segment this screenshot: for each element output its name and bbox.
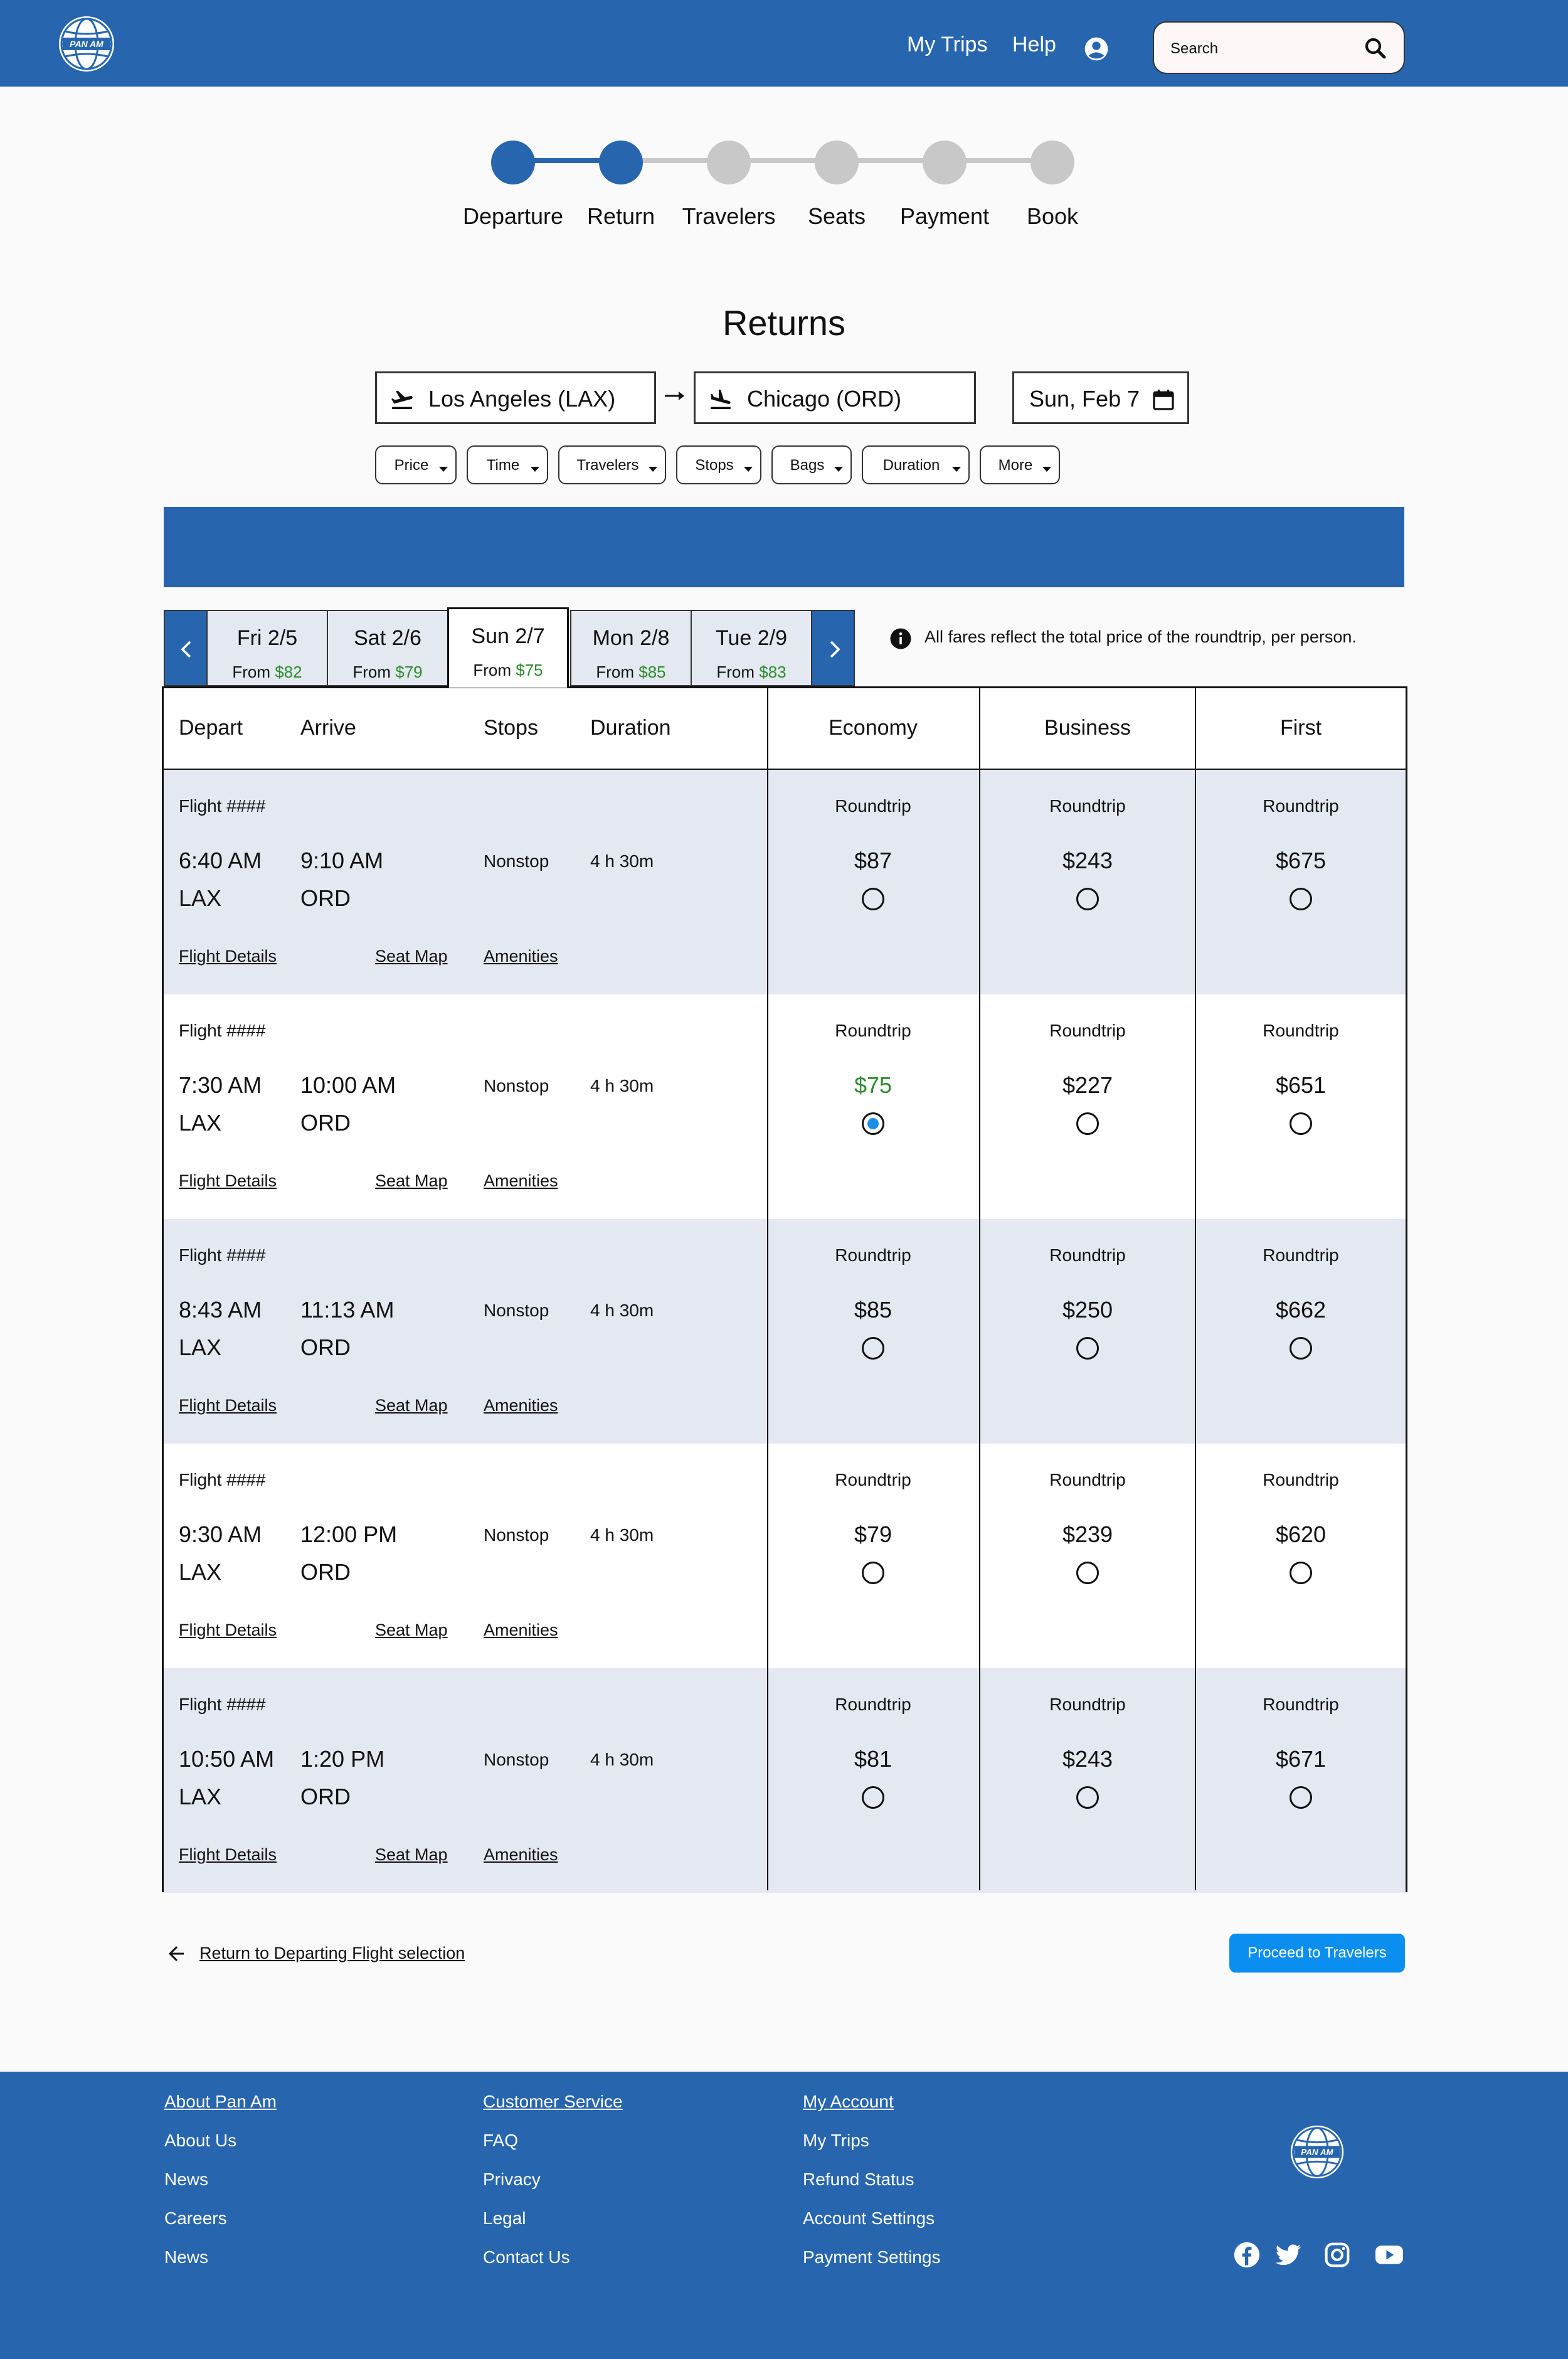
page-title: Returns xyxy=(722,303,846,343)
filter-label: Time xyxy=(486,457,520,474)
date-tab-from: From $79 xyxy=(352,663,423,681)
flight-number: Flight #### xyxy=(179,796,266,816)
flight-number: Flight #### xyxy=(179,1021,266,1040)
arrive-time: 9:10 AM xyxy=(300,848,384,873)
footer-link[interactable]: Legal xyxy=(483,2208,526,2228)
fare-type-label: Roundtrip xyxy=(835,1245,911,1265)
filter-more[interactable] xyxy=(980,445,1060,484)
fare-price: $243 xyxy=(1062,1746,1113,1772)
filter-label: Bags xyxy=(790,457,825,474)
duration-value: 4 h 30m xyxy=(590,1525,654,1545)
fare-radio[interactable] xyxy=(1076,1562,1099,1584)
date-tab-tue[interactable] xyxy=(691,610,812,686)
fare-cell-economy[interactable] xyxy=(767,770,979,994)
filter-duration[interactable] xyxy=(862,445,970,484)
step-dot-book xyxy=(1030,141,1074,184)
amenities-link[interactable]: Amenities xyxy=(484,1396,558,1415)
fare-radio[interactable] xyxy=(1290,1337,1312,1360)
fare-type-label: Roundtrip xyxy=(1263,1021,1339,1040)
step-label-travelers: Travelers xyxy=(682,203,776,229)
flight-details-link[interactable]: Flight Details xyxy=(179,1845,277,1864)
return-to-departing-link[interactable]: Return to Departing Flight selection xyxy=(199,1944,465,1962)
header-business[interactable]: Business xyxy=(1044,716,1131,740)
next-date-button[interactable] xyxy=(811,610,855,686)
fare-radio[interactable] xyxy=(1290,1562,1312,1584)
filter-label: Stops xyxy=(695,457,734,474)
arrive-airport: ORD xyxy=(300,885,351,911)
filter-label: Duration xyxy=(882,457,940,474)
header-stops[interactable]: Stops xyxy=(484,716,538,740)
header-economy[interactable]: Economy xyxy=(829,716,918,740)
fare-price: $81 xyxy=(854,1746,893,1772)
fare-radio[interactable] xyxy=(1290,1112,1312,1135)
date-tab-price: $79 xyxy=(395,663,423,681)
date-tab-label: Sat 2/6 xyxy=(354,626,421,650)
date-tab-from: From $85 xyxy=(596,663,666,681)
footer-link[interactable]: Account Settings xyxy=(803,2208,935,2228)
step-label-return: Return xyxy=(586,203,655,229)
footer-link[interactable]: Careers xyxy=(164,2208,227,2228)
svg-text:PAN AM: PAN AM xyxy=(70,39,103,49)
footer xyxy=(0,2072,1568,2359)
chevron-right-icon xyxy=(824,639,845,660)
arrive-airport: ORD xyxy=(300,1784,351,1809)
fare-price: $651 xyxy=(1275,1072,1327,1098)
arrow-right-icon xyxy=(664,386,686,405)
fare-type-label: Roundtrip xyxy=(1263,1245,1339,1265)
filter-time[interactable] xyxy=(467,445,548,484)
flight-number: Flight #### xyxy=(179,1695,266,1714)
amenities-link[interactable]: Amenities xyxy=(484,1621,558,1639)
stops-value: Nonstop xyxy=(484,1525,549,1545)
fare-type-label: Roundtrip xyxy=(1049,1021,1126,1040)
depart-airport: LAX xyxy=(179,1784,222,1809)
table-row xyxy=(164,770,1406,994)
column-divider xyxy=(979,688,980,1890)
arrive-time: 11:13 AM xyxy=(300,1297,395,1323)
column-divider xyxy=(1195,688,1196,1890)
fare-price: $675 xyxy=(1275,848,1327,873)
column-divider xyxy=(767,688,768,1890)
header-arrive[interactable]: Arrive xyxy=(300,716,356,740)
caret-down-icon xyxy=(649,467,657,472)
fare-cell-first[interactable] xyxy=(1196,770,1406,994)
fare-cell-economy[interactable] xyxy=(767,1219,979,1444)
svg-text:PAN AM: PAN AM xyxy=(1301,2147,1333,2157)
fare-price: $79 xyxy=(854,1521,893,1547)
arrive-airport: ORD xyxy=(300,1334,351,1360)
flight-results-table xyxy=(162,686,1407,1892)
step-dot-return[interactable] xyxy=(599,141,643,184)
fare-cell-economy[interactable] xyxy=(767,1668,979,1893)
filter-price[interactable] xyxy=(375,445,457,484)
footer-link[interactable]: Contact Us xyxy=(483,2247,570,2267)
destination-field[interactable] xyxy=(694,371,976,424)
fare-price: $620 xyxy=(1275,1521,1327,1547)
header-duration[interactable]: Duration xyxy=(590,716,671,740)
date-tab-sat[interactable] xyxy=(327,610,448,686)
footer-heading-about[interactable]: About Pan Am xyxy=(164,2092,277,2111)
fare-info-text: All fares reflect the total price of the roundtrip, per person. xyxy=(924,627,1357,646)
fare-price: $239 xyxy=(1062,1521,1113,1547)
calendar-icon[interactable] xyxy=(1151,387,1176,412)
date-tab-price: $85 xyxy=(638,663,666,681)
filter-label: Travelers xyxy=(576,457,639,474)
flight-number: Flight #### xyxy=(179,1470,266,1489)
nav-help[interactable]: Help xyxy=(1012,33,1056,56)
search-input[interactable] xyxy=(1170,38,1359,60)
filter-travelers[interactable] xyxy=(558,445,666,484)
footer-heading-account[interactable]: My Account xyxy=(803,2092,894,2111)
footer-link[interactable]: Privacy xyxy=(483,2170,541,2189)
depart-airport: LAX xyxy=(179,1110,222,1136)
depart-time: 6:40 AM xyxy=(179,848,262,873)
search-icon[interactable] xyxy=(1362,35,1389,61)
fare-cell-first[interactable] xyxy=(1196,1219,1406,1444)
duration-value: 4 h 30m xyxy=(590,1750,654,1769)
date-tab-price: $82 xyxy=(275,663,302,681)
date-field[interactable] xyxy=(1012,371,1189,424)
flight-details-link[interactable]: Flight Details xyxy=(179,1396,277,1415)
depart-airport: LAX xyxy=(179,1559,222,1585)
fare-radio[interactable] xyxy=(1290,888,1312,910)
caret-down-icon xyxy=(952,467,961,472)
plane-takeoff-icon xyxy=(389,387,415,412)
footer-link[interactable]: Payment Settings xyxy=(803,2247,941,2267)
fare-radio-selected[interactable] xyxy=(862,1112,884,1135)
date-tab-from: From $82 xyxy=(232,663,302,681)
fare-type-label: Roundtrip xyxy=(835,796,911,816)
duration-value: 4 h 30m xyxy=(590,851,654,871)
caret-down-icon xyxy=(834,467,843,472)
fare-cell-economy[interactable] xyxy=(767,994,979,1219)
footer-link[interactable]: FAQ xyxy=(483,2131,519,2150)
filter-stops[interactable] xyxy=(676,445,761,484)
seat-map-link[interactable]: Seat Map xyxy=(375,947,448,966)
table-row xyxy=(164,994,1406,1219)
fare-cell-business[interactable] xyxy=(980,1219,1195,1444)
date-tab-label: Mon 2/8 xyxy=(592,626,670,650)
date-value: Sun, Feb 7 xyxy=(1029,386,1140,412)
fare-price: $250 xyxy=(1062,1297,1113,1323)
caret-down-icon xyxy=(531,467,539,472)
fare-type-label: Roundtrip xyxy=(1263,1695,1339,1714)
top-nav-bar xyxy=(0,0,1568,87)
fare-radio[interactable] xyxy=(862,1337,884,1360)
fare-type-label: Roundtrip xyxy=(1049,1470,1126,1489)
destination-value: Chicago (ORD) xyxy=(747,386,902,412)
duration-value: 4 h 30m xyxy=(590,1301,654,1320)
arrive-time: 1:20 PM xyxy=(300,1746,385,1772)
proceed-to-travelers-button[interactable]: Proceed to Travelers xyxy=(1229,1934,1405,1973)
flight-details-link[interactable]: Flight Details xyxy=(179,1621,277,1639)
fare-type-label: Roundtrip xyxy=(835,1695,911,1714)
fare-cell-first[interactable] xyxy=(1196,1444,1406,1668)
account-icon[interactable] xyxy=(1084,36,1109,61)
amenities-link[interactable]: Amenities xyxy=(484,1171,558,1190)
step-label-book: Book xyxy=(1026,203,1079,229)
pan-am-logo[interactable] xyxy=(56,14,117,74)
fare-radio[interactable] xyxy=(1076,888,1099,910)
arrive-airport: ORD xyxy=(300,1559,351,1585)
footer-link[interactable]: News xyxy=(164,2247,209,2267)
fare-cell-business[interactable] xyxy=(980,1668,1195,1893)
nav-my-trips[interactable]: My Trips xyxy=(907,33,988,56)
fare-type-label: Roundtrip xyxy=(1049,796,1126,816)
filter-bags[interactable] xyxy=(771,445,852,484)
seat-map-link[interactable]: Seat Map xyxy=(375,1621,448,1639)
step-dot-seats xyxy=(815,141,859,184)
fare-radio[interactable] xyxy=(1076,1786,1099,1809)
date-tab-price: $83 xyxy=(759,663,787,681)
fare-cell-business[interactable] xyxy=(980,770,1195,994)
fare-cell-business[interactable] xyxy=(980,994,1195,1219)
date-tab-label: Sun 2/7 xyxy=(471,624,545,648)
stops-value: Nonstop xyxy=(484,1750,549,1769)
step-dot-travelers xyxy=(707,141,751,184)
footer-heading-service[interactable]: Customer Service xyxy=(483,2092,623,2111)
step-dot-departure[interactable] xyxy=(491,141,535,184)
arrive-time: 12:00 PM xyxy=(300,1521,398,1547)
fare-price: $75 xyxy=(854,1072,893,1098)
stops-value: Nonstop xyxy=(484,851,549,871)
fare-price: $85 xyxy=(854,1297,893,1323)
fare-radio[interactable] xyxy=(1076,1337,1099,1360)
footer-link[interactable]: Refund Status xyxy=(803,2170,914,2189)
plane-landing-icon xyxy=(708,387,733,412)
prev-date-button[interactable] xyxy=(164,610,208,686)
fare-type-label: Roundtrip xyxy=(835,1470,911,1489)
fare-cell-business[interactable] xyxy=(980,1444,1195,1668)
header-depart[interactable]: Depart xyxy=(179,716,243,740)
fare-cell-economy[interactable] xyxy=(767,1444,979,1668)
flight-details-link[interactable]: Flight Details xyxy=(179,1171,277,1190)
fare-price: $87 xyxy=(854,848,893,873)
pan-am-logo[interactable] xyxy=(1288,2123,1346,2181)
fare-price: $671 xyxy=(1275,1746,1327,1772)
depart-time: 8:43 AM xyxy=(179,1297,262,1323)
footer-link[interactable]: About Us xyxy=(164,2131,237,2150)
seat-map-link[interactable]: Seat Map xyxy=(375,1171,448,1190)
amenities-link[interactable]: Amenities xyxy=(484,1845,558,1864)
date-tab-sun-selected[interactable] xyxy=(447,607,569,688)
arrive-time: 10:00 AM xyxy=(300,1072,396,1098)
depart-time: 10:50 AM xyxy=(179,1746,275,1772)
filter-label: Price xyxy=(394,457,429,474)
header-first[interactable]: First xyxy=(1279,716,1322,740)
fare-price: $227 xyxy=(1062,1072,1113,1098)
depart-airport: LAX xyxy=(179,885,222,911)
table-row xyxy=(164,1444,1406,1668)
date-tab-label: Tue 2/9 xyxy=(715,626,788,650)
flight-details-link[interactable]: Flight Details xyxy=(179,947,277,966)
search-box[interactable] xyxy=(1153,21,1405,74)
arrow-left-icon[interactable] xyxy=(164,1942,188,1965)
seat-map-link[interactable]: Seat Map xyxy=(375,1845,448,1864)
stops-value: Nonstop xyxy=(484,1301,549,1320)
footer-link[interactable]: News xyxy=(164,2170,209,2189)
filter-label: More xyxy=(998,457,1033,474)
seat-map-link[interactable]: Seat Map xyxy=(375,1396,448,1415)
fare-price: $243 xyxy=(1062,848,1113,873)
flight-number: Flight #### xyxy=(179,1245,266,1265)
fare-radio[interactable] xyxy=(1290,1786,1312,1809)
promo-banner xyxy=(164,507,1404,587)
caret-down-icon xyxy=(744,467,753,472)
arrive-airport: ORD xyxy=(300,1110,351,1136)
footer-link[interactable]: My Trips xyxy=(803,2131,869,2150)
date-tab-fri[interactable] xyxy=(206,610,328,686)
fare-type-label: Roundtrip xyxy=(835,1021,911,1040)
fare-type-label: Roundtrip xyxy=(1263,796,1339,816)
date-tab-mon[interactable] xyxy=(570,610,692,686)
fare-type-label: Roundtrip xyxy=(1049,1695,1126,1714)
step-dot-payment xyxy=(923,141,967,184)
date-tab-from: From $83 xyxy=(716,663,787,681)
date-tab-from: From $75 xyxy=(473,661,543,679)
date-tab-label: Fri 2/5 xyxy=(236,626,298,650)
step-label-payment: Payment xyxy=(899,203,990,229)
fare-type-label: Roundtrip xyxy=(1263,1470,1339,1489)
instagram-icon[interactable] xyxy=(1323,2241,1351,2269)
origin-field[interactable] xyxy=(375,371,656,424)
info-icon xyxy=(889,627,912,650)
table-row xyxy=(164,1668,1406,1893)
fare-radio[interactable] xyxy=(862,888,884,910)
fare-type-label: Roundtrip xyxy=(1049,1245,1126,1265)
step-label-departure: Departure xyxy=(462,203,564,229)
depart-airport: LAX xyxy=(179,1334,222,1360)
depart-time: 7:30 AM xyxy=(179,1072,262,1098)
table-header xyxy=(164,688,1406,770)
fare-cell-first[interactable] xyxy=(1196,994,1406,1219)
date-tab-price: $75 xyxy=(516,661,543,679)
fare-price: $662 xyxy=(1275,1297,1327,1323)
facebook-icon[interactable] xyxy=(1233,2241,1261,2269)
step-label-seats: Seats xyxy=(807,203,866,229)
depart-time: 9:30 AM xyxy=(179,1521,262,1547)
amenities-link[interactable]: Amenities xyxy=(484,947,558,966)
chevron-left-icon xyxy=(176,639,198,660)
duration-value: 4 h 30m xyxy=(590,1076,654,1095)
origin-value: Los Angeles (LAX) xyxy=(428,386,616,412)
caret-down-icon xyxy=(1042,467,1051,472)
table-row xyxy=(164,1219,1406,1444)
caret-down-icon xyxy=(439,467,448,472)
fare-radio[interactable] xyxy=(862,1786,884,1809)
fare-radio[interactable] xyxy=(862,1562,884,1584)
fare-cell-first[interactable] xyxy=(1196,1668,1406,1893)
twitter-icon[interactable] xyxy=(1274,2241,1302,2269)
stops-value: Nonstop xyxy=(484,1076,549,1095)
youtube-icon[interactable] xyxy=(1374,2241,1405,2269)
fare-radio[interactable] xyxy=(1076,1112,1099,1135)
